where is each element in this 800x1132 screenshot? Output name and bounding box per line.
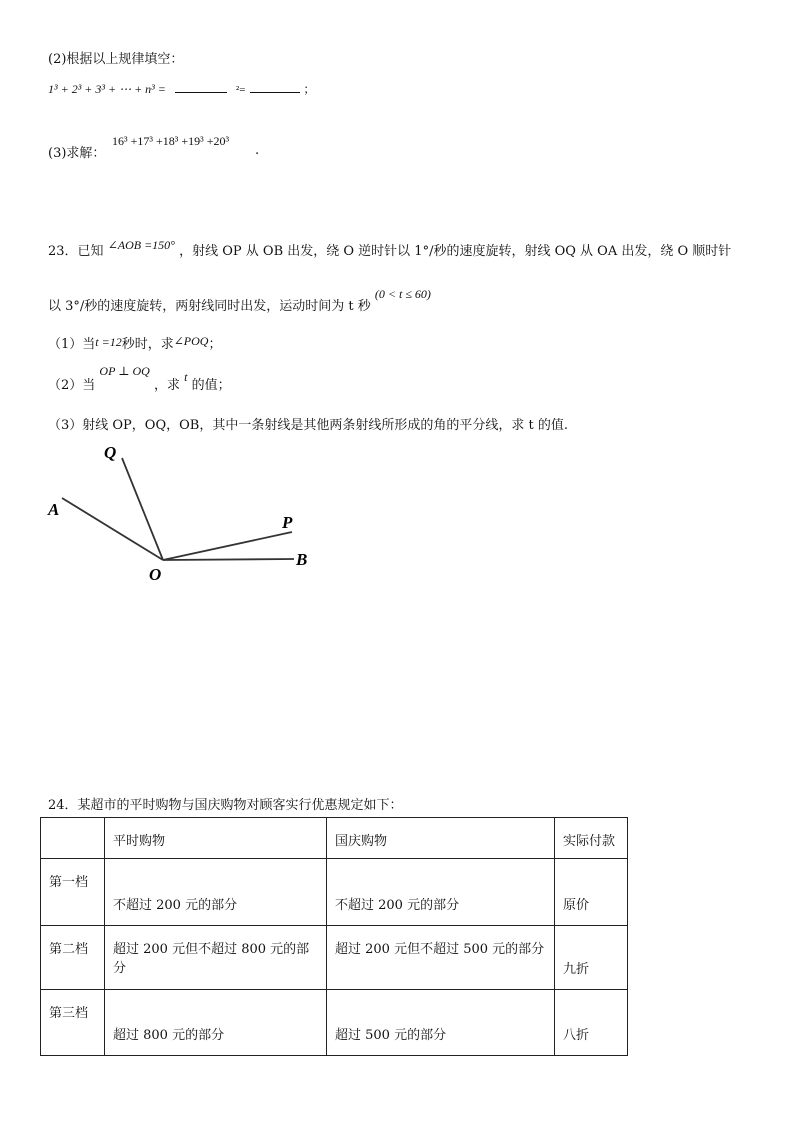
q23-sub2-math: OP ⊥ OQ (99, 364, 150, 378)
table-cell: 超过 500 元的部分 (327, 990, 555, 1056)
q23-line1 (48, 240, 731, 259)
part3-label: (3)求解： (48, 146, 106, 161)
table-cell: 八折 (555, 990, 628, 1056)
part3-formula: 16³ +17³ +18³ +19³ +20³ (112, 134, 230, 148)
header-cell (41, 818, 105, 859)
ray-op (163, 532, 292, 560)
table-header-row (41, 818, 628, 859)
part2-sum: 1³ + 2³ + 3³ + ⋯ + n³ = (48, 82, 166, 96)
label-q: Q (104, 443, 117, 462)
q23-number: 23．已知 (48, 244, 104, 259)
table-row (41, 926, 628, 990)
part3-end: . (255, 143, 260, 158)
q23-line1-text: ，射线 OP 从 OB 出发，绕 O 逆时针以 1°/秒的速度旋转，射线 OQ 从 OA 出发，绕 O 顺时针 (179, 244, 732, 259)
q23-sub1-prefix: （1）当 (48, 337, 96, 352)
q23-sub2 (48, 364, 231, 393)
header-cell: 平时购物 (105, 818, 327, 859)
q23-sub2-prefix: （2）当 (48, 378, 96, 393)
q23-sub1-end: ； (208, 337, 222, 352)
discount-table (40, 817, 628, 1056)
part2-formula (48, 80, 315, 97)
table-cell: 超过 200 元但不超过 800 元的部分 (105, 926, 327, 990)
q23-range: (0 < t ≤ 60) (374, 287, 431, 301)
angle-figure (0, 430, 340, 590)
q23-sub2-end: 的值； (191, 378, 231, 393)
label-o: O (149, 565, 162, 584)
part2-square-mark: ²= (235, 84, 246, 96)
q23-line2-text: 以 3°/秒的速度旋转，两射线同时出发，运动时间为 t 秒 (48, 299, 371, 314)
q23-sub1-text: 秒时，求 (121, 337, 174, 352)
part2-blank-1[interactable] (175, 80, 227, 93)
header-cell: 国庆购物 (327, 818, 555, 859)
tier-label: 第三档 (41, 990, 105, 1056)
part2-end: ； (303, 82, 316, 96)
tier-label: 第二档 (41, 926, 105, 990)
ray-oa (62, 498, 163, 560)
header-cell: 实际付款 (555, 818, 628, 859)
q23-sub1-math: t =12 (95, 335, 122, 349)
table-cell: 原价 (555, 859, 628, 926)
q24-intro: 24．某超市的平时购物与国庆购物对顾客实行优惠规定如下： (48, 798, 403, 813)
q23-line2 (48, 287, 431, 314)
table-row (41, 859, 628, 926)
ray-ob (163, 559, 294, 560)
table-cell: 超过 200 元但不超过 500 元的部分 (327, 926, 555, 990)
tier-label: 第一档 (41, 859, 105, 926)
label-a: A (48, 500, 60, 519)
q23-sub2-text: ，求 (153, 378, 180, 393)
q23-sub3: （3）射线 OP，OQ，OB，其中一条射线是其他两条射线所形成的角的平分线，求 t 的值. (48, 418, 568, 433)
label-p: P (282, 513, 293, 532)
q23-sub1-angle: ∠POQ (173, 334, 209, 348)
label-b: B (296, 550, 308, 569)
q23-sub2-t: t (184, 370, 188, 384)
table-cell: 不超过 200 元的部分 (105, 859, 327, 926)
table-cell: 九折 (555, 926, 628, 990)
part2-label: (2)根据以上规律填空： (48, 52, 184, 67)
q23-angle: ∠AOB =150° (107, 238, 175, 252)
table-cell: 超过 800 元的部分 (105, 990, 327, 1056)
ray-oq (122, 458, 163, 560)
q23-sub1 (48, 333, 221, 352)
table-cell: 不超过 200 元的部分 (327, 859, 555, 926)
table-row (41, 990, 628, 1056)
part2-blank-2[interactable] (250, 80, 300, 93)
